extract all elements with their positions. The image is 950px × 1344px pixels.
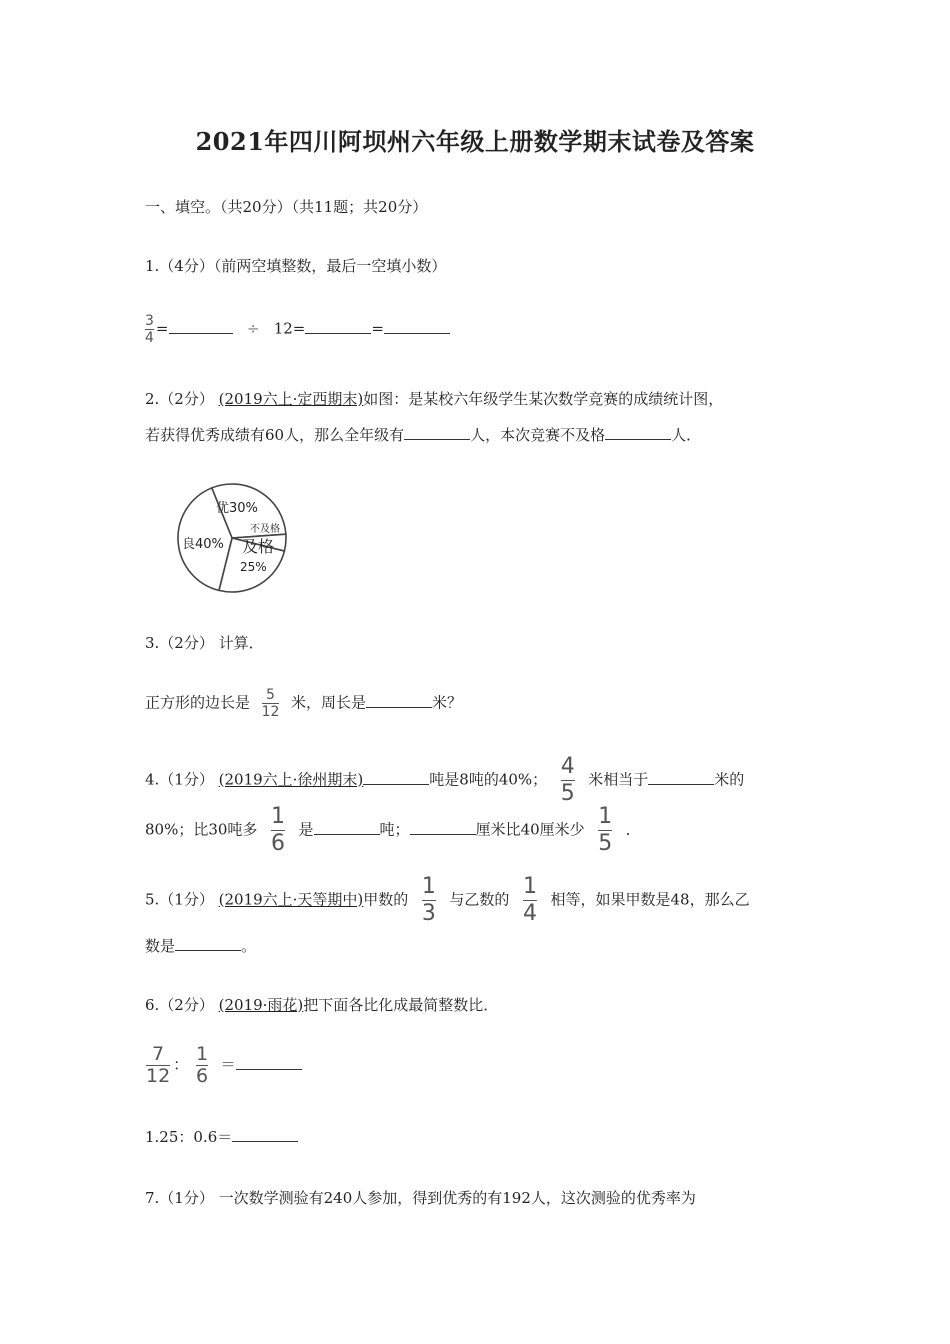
answer-blank[interactable] bbox=[605, 425, 671, 440]
page-title: 2021年四川阿坝州六年级上册数学期末试卷及答案 bbox=[195, 127, 755, 156]
question-1-equation: $\frac{3}{4}$ = ÷ 12= = bbox=[143, 314, 450, 345]
fraction: $\frac{7}{12}$ bbox=[146, 1043, 171, 1087]
fraction: $\frac{1}{6}$ bbox=[195, 1043, 209, 1087]
question-5-line-1: 5.（1分） (2019六上·天等期中)甲数的 $\frac{1}{3}$ 与乙数的 $\frac{1}{4}$ 相等，如果甲数是48，那么乙 bbox=[145, 874, 750, 926]
pie-label-you: 优30% bbox=[216, 501, 258, 516]
pie-label-bujige: 不及格 bbox=[250, 524, 280, 535]
answer-blank[interactable] bbox=[404, 425, 470, 440]
question-3-heading: 3.（2分） 计算． bbox=[145, 634, 264, 652]
answer-blank[interactable] bbox=[648, 770, 714, 785]
pie-label-jige-percent: 25% bbox=[240, 560, 267, 574]
question-4-line-2: 80%；比30吨多 $\frac{1}{6}$ 是 吨； 厘米比40厘米少 $\frac{1}{5}$ ． bbox=[145, 804, 641, 856]
answer-blank[interactable] bbox=[305, 319, 371, 334]
question-2-line-1: 2.（2分） (2019六上·定西期末)如图：是某校六年级学生某次数学竞赛的成绩统计图， bbox=[145, 390, 724, 408]
question-6-ratio-2: 1.25：0.6＝ bbox=[145, 1127, 298, 1147]
source-link[interactable]: (2019·雨花) bbox=[218, 996, 304, 1014]
source-link[interactable]: (2019六上·天等期中) bbox=[218, 890, 364, 909]
question-7: 7.（1分） 一次数学测验有240人参加，得到优秀的有192人，这次测验的优秀率为 bbox=[145, 1189, 696, 1207]
answer-blank[interactable] bbox=[363, 770, 429, 785]
pie-chart bbox=[170, 480, 300, 595]
question-2-line-2: 若获得优秀成绩有60人，那么全年级有 人，本次竞赛不及格 人． bbox=[145, 426, 702, 444]
answer-blank[interactable] bbox=[314, 820, 380, 835]
answer-blank[interactable] bbox=[175, 936, 241, 951]
fraction: $\frac{1}{6}$ bbox=[270, 804, 285, 856]
question-3-body: 正方形的边长是 $\frac{5}{12}$ 米，周长是 米？ bbox=[145, 687, 462, 720]
fraction: $\frac{1}{4}$ bbox=[522, 874, 537, 926]
fraction: $\frac{5}{12}$ bbox=[261, 687, 280, 720]
question-4-line-1: 4.（1分） (2019六上·徐州期末) 吨是8吨的40%； $\frac{4}{5}$ 米相当于 米的 bbox=[145, 754, 745, 806]
pie-label-liang: 良40% bbox=[182, 537, 224, 552]
answer-blank[interactable] bbox=[366, 693, 432, 708]
answer-blank[interactable] bbox=[384, 319, 450, 334]
fraction: $\frac{1}{3}$ bbox=[421, 874, 436, 926]
fraction: $\frac{3}{4}$ bbox=[145, 313, 154, 346]
answer-blank[interactable] bbox=[410, 820, 476, 835]
question-5-line-2: 数是 。 bbox=[145, 937, 257, 955]
answer-blank[interactable] bbox=[232, 1127, 298, 1142]
fraction: $\frac{4}{5}$ bbox=[560, 754, 575, 806]
question-1-heading: 1.（4分）（前两空填整数，最后一空填小数） bbox=[145, 257, 447, 275]
question-6-ratio-1: $\frac{7}{12}$ ： $\frac{1}{6}$ ＝ bbox=[143, 1045, 302, 1086]
answer-blank[interactable] bbox=[236, 1055, 302, 1070]
fraction: $\frac{1}{5}$ bbox=[598, 804, 613, 856]
pie-label-jige: 及格 bbox=[242, 537, 275, 556]
source-link[interactable]: (2019六上·徐州期末) bbox=[218, 770, 364, 789]
section-heading: 一、填空。（共20分）（共11题；共20分） bbox=[145, 198, 428, 216]
question-6-heading: 6.（2分） (2019·雨花)把下面各比化成最简整数比． bbox=[145, 996, 499, 1014]
answer-blank[interactable] bbox=[169, 319, 233, 334]
source-link[interactable]: (2019六上·定西期末) bbox=[218, 390, 364, 408]
